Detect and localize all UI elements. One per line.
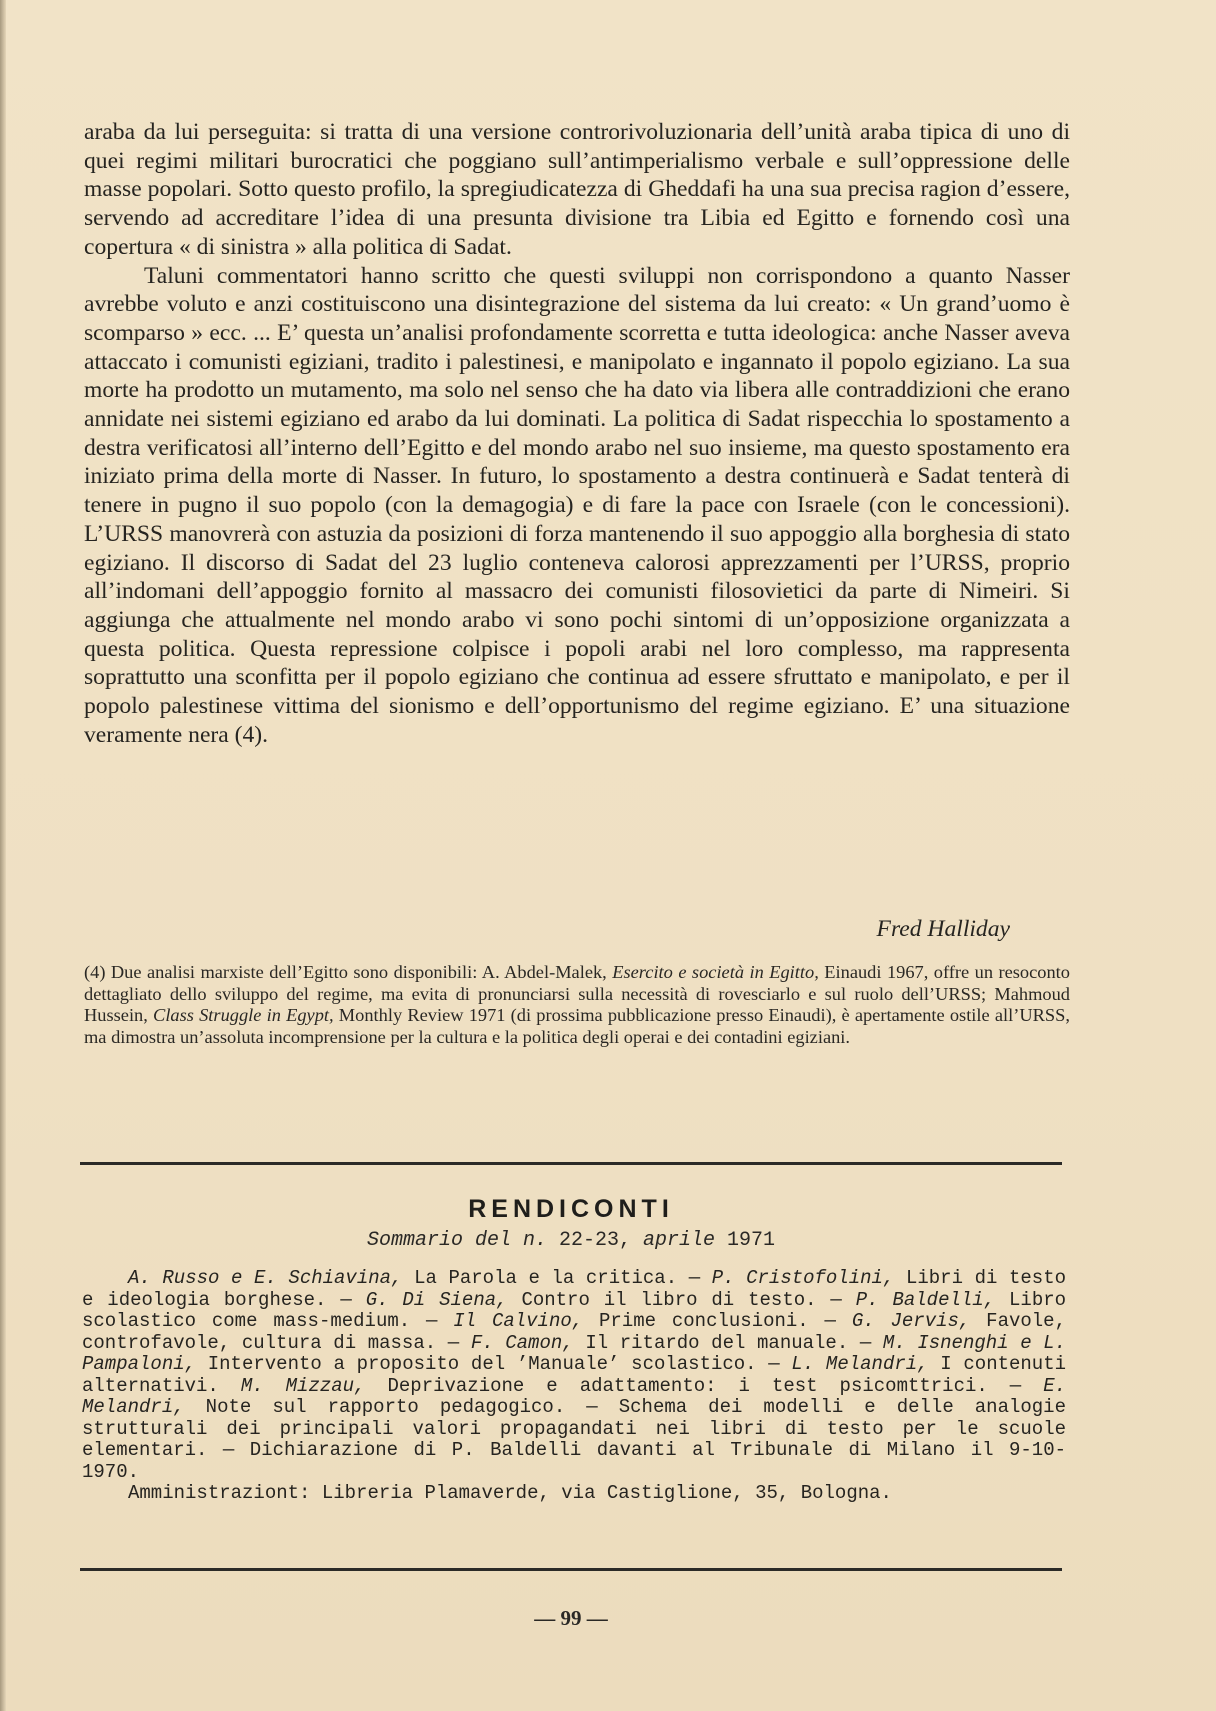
list-item: P. Cristofolini, Libri di testo e ideologia borghese. — [82,1267,1066,1311]
list-item: M. Mizzau, Deprivazione e adattamento: i test psicomttrici. — [240,1374,1022,1397]
list-item: G. Jervis, Favole, controfavole, cultura di massa. — [82,1310,1066,1354]
article-body [84,118,1070,749]
list-item: A. Russo e E. Schiavina, La Parola e la critica. — [128,1267,701,1289]
footnote-title-2: Class Struggle in Egypt, [153,1005,334,1026]
list-item: E. Melandri, Note sul rapporto pedagogico. — [82,1374,1067,1418]
footnote-title-1: Esercito e società in Egitto, [612,962,819,982]
subtitle-month: aprile [643,1229,716,1252]
list-item: F. Camon, Il ritardo del manuale. — [470,1331,872,1354]
footnote-text-1: (4) Due analisi marxiste dell’Egitto sono disponibili: A. Abdel-Malek, [84,962,607,982]
rendiconti-administration: Amministraziont: Libreria Plamaverde, via Castiglione, 35, Bologna. [128,1482,892,1504]
list-item: Il Calvino, Prime conclusioni. — [453,1310,836,1332]
page-spine-shadow [0,0,6,1711]
footnote-text-3: Monthly Review 1971 (di prossima pubblicazione presso Einaudi), è apertamente ostile all’URSS, ma dimostra un’assoluta incomprensione per la cultura e la politica degli operai e dei contadini egiziani. [84,1005,1070,1047]
rendiconti-tail: Schema dei modelli e delle analogie strutturali dei principali valori propagandati nei libri di testo per le scuole elementari. — Dichiarazione di P. Baldelli davanti al Tribunale di Milano il 9-10-1970. [82,1396,1066,1483]
section-divider-top [80,1162,1062,1165]
list-item: P. Baldelli, Libro scolastico come mass-medium. — [82,1288,1067,1332]
article-paragraph-1: araba da lui perseguita: si tratta di una versione controrivoluzionaria dell’unità araba tipica di uno di quei regimi militari burocratici che poggiano sull’antimperialismo verbale e sull’oppressione delle masse popolari. Sotto questo profilo, la spregiudicatezza di Gheddafi ha una sua precisa ragion d’essere, servendo ad accreditare l’idea di una presunta divisione tra Libia ed Egitto e fornendo così una copertura « di sinistra » alla politica di Sadat. [84,119,1070,260]
rendiconti-entries [82,1268,1066,1483]
section-divider-bottom [80,1568,1062,1571]
rendiconti-contents [82,1268,1066,1505]
list-item: M. Isnenghi e L. Pampaloni, Intervento a proposito del ’Manuale’ scolastico. — [82,1331,1067,1375]
footnote-text-2: Einaudi 1967, offre un resoconto dettagliato dello sviluppo del regime, ma evita di pronunciarsi sulla necessità di rovesciarlo e sul ruolo dell’URSS; Mahmoud Hussein, [84,962,1070,1026]
page-number: — 99 — [534,1606,608,1630]
list-item: G. Di Siena, Contro il libro di testo. — [365,1288,842,1311]
author-signature: Fred Halliday [876,916,1010,942]
article-paragraph-2: Taluni commentatori hanno scritto che questi sviluppi non corrispondono a quanto Nasser avrebbe voluto e anzi costituiscono una disintegrazione del sistema da lui creato: « Un grand’uomo è scomparso » ecc. ... E’ questa un’analisi profondamente scorretta e tutta ideologica: anche Nasser aveva attaccato i comunisti egiziani, tradito i palestinesi, e manipolato e ingannato il popolo egiziano. La sua morte ha prodotto un mutamento, ma solo nel senso che ha dato via libera alle contraddizioni che erano annidate nei sistemi egiziano ed arabo da lui dominati. La politica di Sadat rispecchia lo spostamento a destra verificatosi all’interno dell’Egitto e del mondo arabo nel suo insieme, ma questo spostamento era iniziato prima della morte di Nasser. In futuro, lo spostamento a destra continuerà e Sadat tenterà di tenere in pugno il suo popolo (con la demagogia) e di fare la pace con Israele (con le concessioni). L’URSS manovrerà con astuzia da posizioni di forza mantenendo il suo appoggio alla borghesia di stato egiziano. Il discorso di Sadat del 23 luglio conteneva calorosi apprezzamenti per l’URSS, proprio all’indomani dell’appoggio fornito al massacro dei comunisti filosovietici da parte di Nimeiri. Si aggiunga che attualmente nel mondo arabo vi sono pochi sintomi di un’opposizione organizzata a questa politica. Questa repressione colpisce i popoli arabi nel loro complesso, ma rappresenta soprattutto una sconfitta per il popolo egiziano che continua ad essere sfruttato e manipolato, e per il popolo palestinese vittima del sionismo e dell’opportunismo del regime egiziano. E’ una situazione veramente nera (4). [84,262,1070,748]
footnote-4 [84,962,1070,1048]
rendiconti-subtitle [80,1229,1062,1252]
subtitle-italic: Sommario del n. [366,1229,547,1252]
subtitle-year: 1971 [727,1229,776,1252]
list-item: L. Melandri, I contenuti alternativi. [82,1353,1067,1397]
rendiconti-title: RENDICONTI [468,1195,674,1223]
subtitle-number: 22-23, [558,1229,631,1252]
